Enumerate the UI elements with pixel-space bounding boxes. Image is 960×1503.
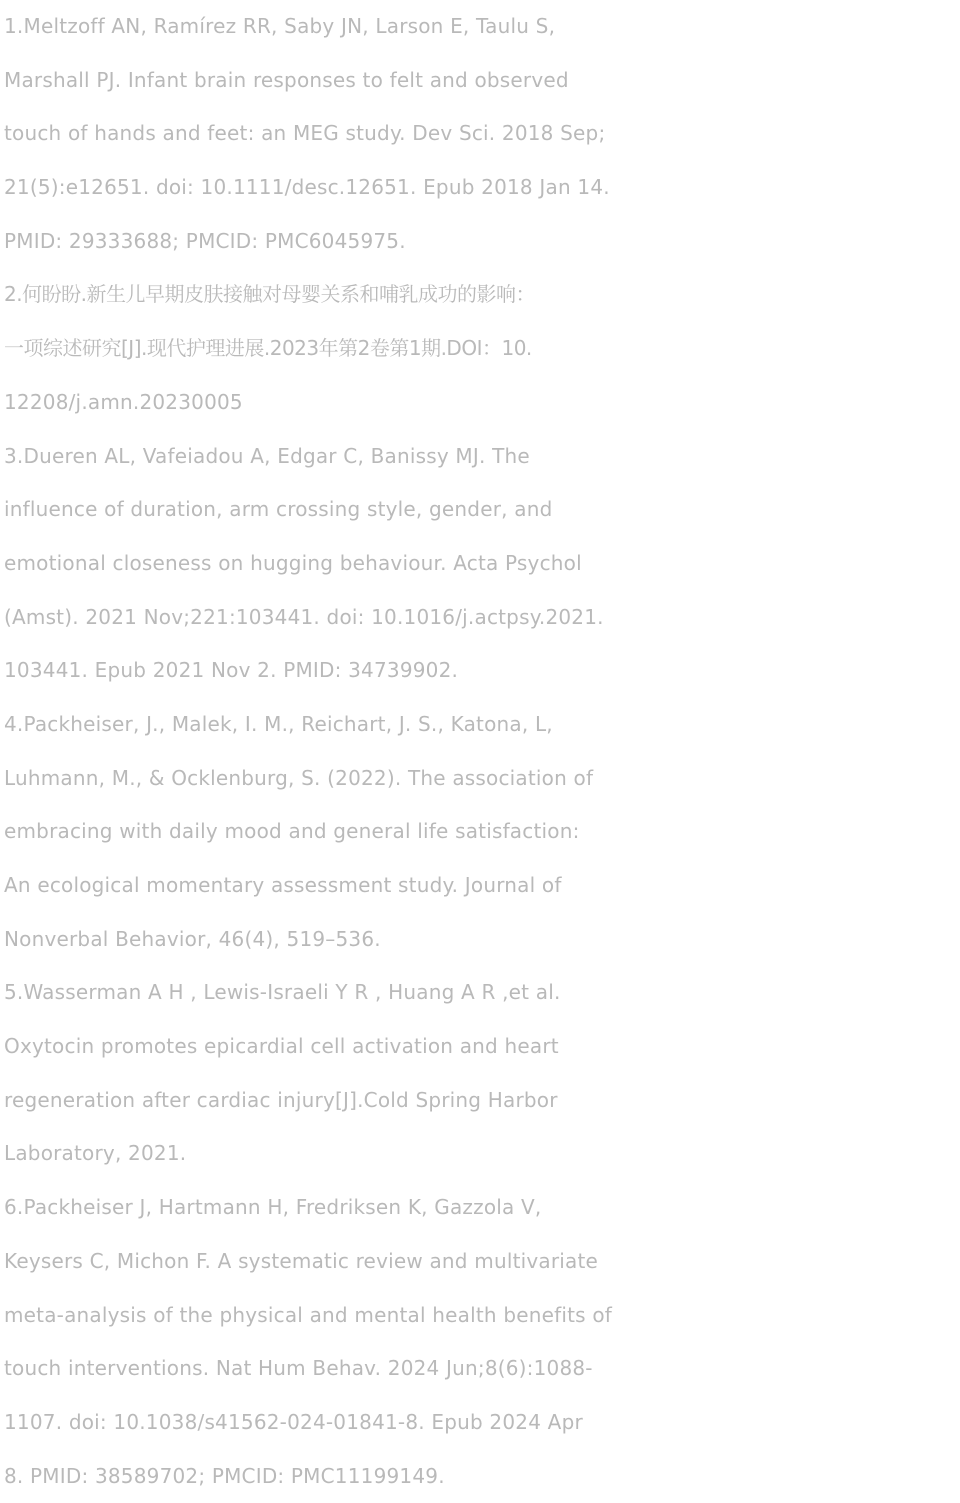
reference-line: An ecological momentary assessment study. Journal of [4,873,562,897]
reference-line: Luhmann, M., & Ocklenburg, S. (2022). The association of [4,765,594,790]
reference-line: Laboratory, 2021. [4,1141,187,1166]
reference-line: touch interventions. Nat Hum Behav. 2024 Jun;8(6):1088- [4,1356,593,1381]
reference-line: regeneration after cardiac injury[J].Cold Spring Harbor [4,1087,558,1112]
reference-line: 4.Packheiser, J., Malek, I. M., Reichart, J. S., Katona, L, [4,711,553,736]
reference-item-3 [4,430,960,698]
reference-line: emotional closeness on hugging behaviour. Acta Psychol [4,550,582,575]
reference-line: embracing with daily mood and general life satisfaction: [4,819,580,844]
reference-line: 6.Packheiser J, Hartmann H, Fredriksen K, Gazzola V, [4,1195,542,1220]
reference-line: meta-analysis of the physical and mental health benefits of [4,1302,613,1327]
reference-line: Nonverbal Behavior, 46(4), 519–536. [4,926,381,951]
reference-line: Oxytocin promotes epicardial cell activation and heart [4,1034,559,1059]
reference-line: 103441. Epub 2021 Nov 2. PMID: 34739902. [4,658,459,683]
reference-line: 21(5):e12651. doi: 10.1111/desc.12651. Epub 2018 Jan 14. [4,175,610,200]
reference-item-5 [4,966,960,1181]
reference-line: 1107. doi: 10.1038/s41562-024-01841-8. Epub 2024 Apr [4,1409,583,1434]
reference-item-2 [4,268,960,429]
reference-line: 3.Dueren AL, Vafeiadou A, Edgar C, Banissy MJ. The [4,443,530,468]
reference-item-4 [4,698,960,966]
reference-line: influence of duration, arm crossing style, gender, and [4,497,553,522]
reference-line: Keysers C, Michon F. A systematic review and multivariate [4,1248,599,1273]
reference-line: 5.Wasserman A H , Lewis-Israeli Y R , Huang A R ,et al. [4,980,561,1005]
reference-line: touch of hands and feet: an MEG study. Dev Sci. 2018 Sep; [4,121,606,146]
reference-line: 1.Meltzoff AN, Ramírez RR, Saby JN, Larson E, Taulu S, [4,14,556,38]
reference-line: 2.何盼盼.新生儿早期皮肤接触对母婴关系和哺乳成功的影响： [4,282,535,307]
reference-line: 12208/j.amn.20230005 [4,389,243,414]
reference-list [4,0,960,1503]
reference-line: 8. PMID: 38589702; PMCID: PMC11199149. [4,1463,445,1488]
reference-line: PMID: 29333688; PMCID: PMC6045975. [4,228,406,253]
reference-line: (Amst). 2021 Nov;221:103441. doi: 10.1016/j.actpsy.2021. [4,604,604,629]
reference-item-6 [4,1181,960,1503]
reference-line: 一项综述研究[J].现代护理进展.2023年第2卷第1期.DOI：10. [4,336,532,361]
reference-item-1 [4,0,960,268]
reference-line: Marshall PJ. Infant brain responses to felt and observed [4,67,569,92]
